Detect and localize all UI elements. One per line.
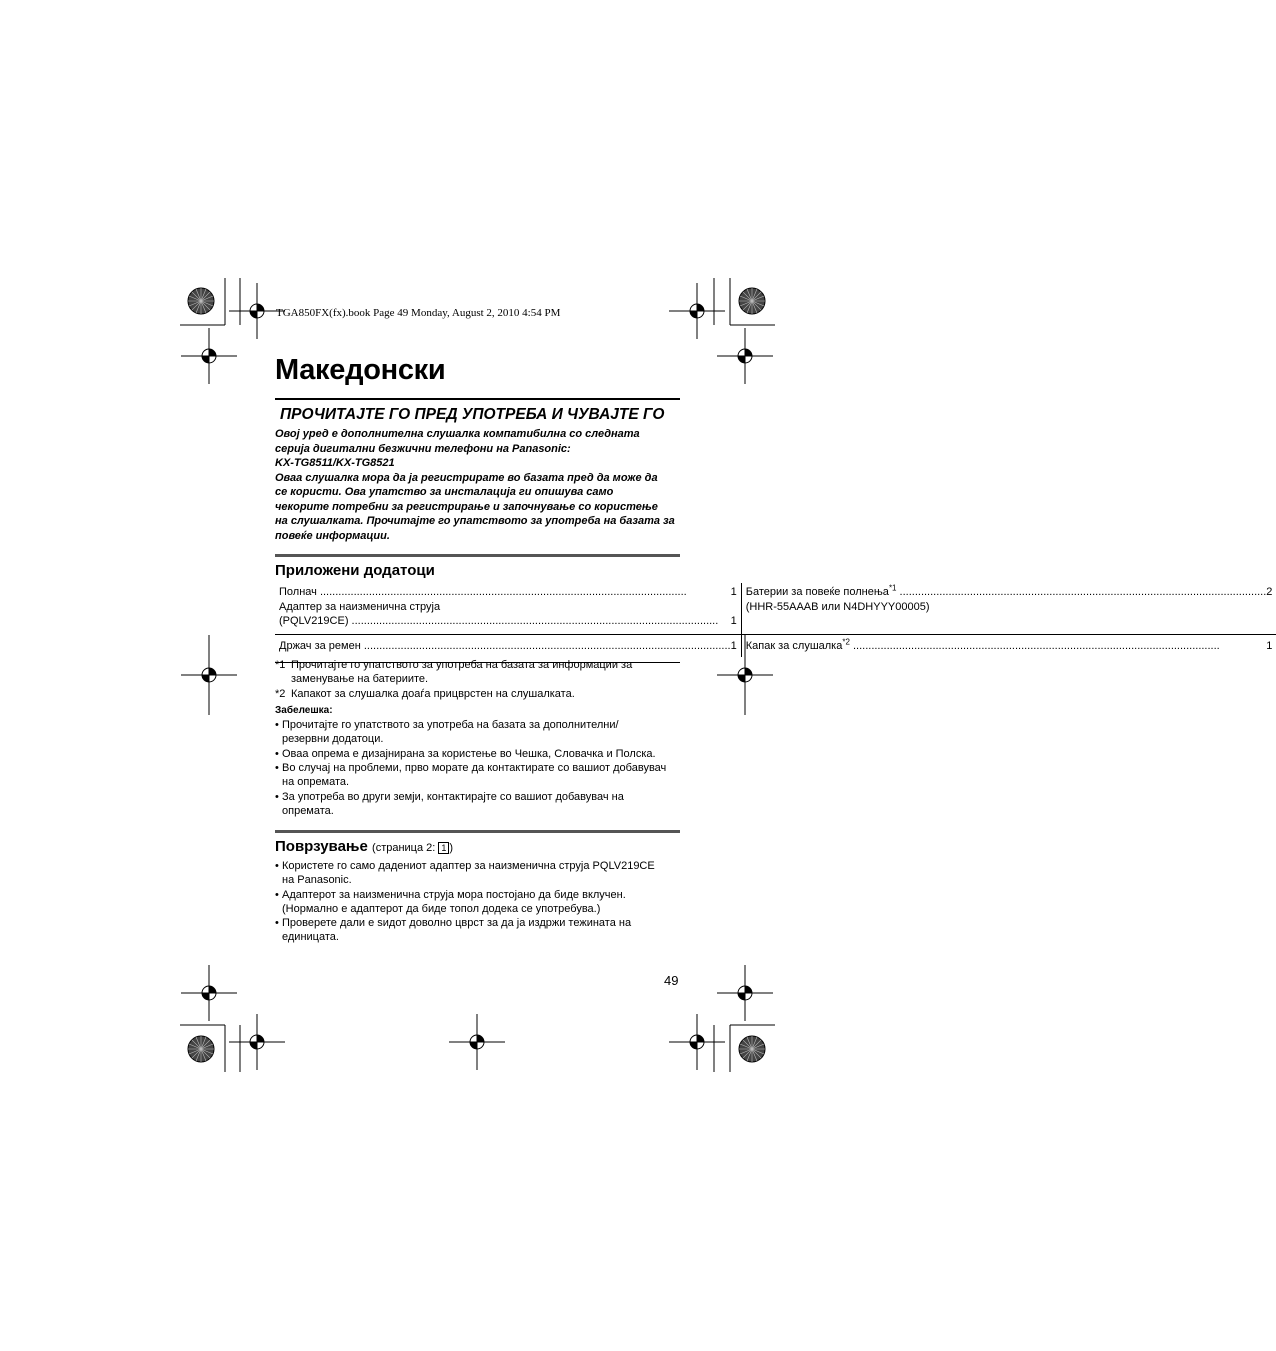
- footnote: [275, 658, 680, 687]
- bullet-text: Адаптерот за наизменична струја мора постојано да биде вклучен.: [282, 888, 626, 901]
- note-bullet: • Оваа опрема е дизајнирана за користење во Чешка, Словачка и Полска.: [275, 747, 656, 760]
- bullet-text: (Нормално е адаптерот да биде топол додека се употребува.): [282, 902, 601, 915]
- accessory-name: Батерии за повеќе полнења: [745, 586, 889, 598]
- accessory-cell: [275, 635, 741, 657]
- accessory-item: [279, 585, 737, 600]
- accessories-heading: Приложени додатоци: [275, 562, 435, 579]
- accessory-item: [279, 639, 737, 654]
- figure-number-box: 1: [438, 842, 449, 854]
- title-underline: [275, 398, 680, 400]
- accessory-item: [746, 585, 1273, 600]
- battery-model: (HHR-55AAAB или N4DHYYY00005): [745, 600, 930, 613]
- note-text: Оваа опрема е дизајнирана за користење во Чешка, Словачка и Полска.: [282, 747, 656, 760]
- accessory-name: Држач за ремен .....: [279, 639, 731, 654]
- connection-bullet: • Проверете дали е ѕидот доволно цврст за да ја издржи тежината на единицата.: [275, 917, 632, 944]
- accessory-notes: [275, 658, 680, 818]
- model-numbers: KX-TG8511/KX-TG8521: [275, 457, 395, 469]
- page-title: Македонски: [275, 354, 446, 386]
- footnote-ref: *2: [842, 637, 850, 647]
- footnote-mark: *2: [275, 687, 286, 700]
- accessory-cell: [741, 583, 1276, 635]
- note-bullet: • Прочитајте го упатството за употреба на базата за дополнителни/ резервни додатоци.: [275, 719, 619, 746]
- connection-title: Поврзување: [275, 838, 368, 855]
- connection-bullets: [275, 859, 680, 945]
- bullet-text: Користете го само дадениот адаптер за наизменична струја PQLV219CE: [282, 860, 655, 872]
- page-ref: ): [449, 842, 454, 854]
- table-top-border: [275, 634, 680, 635]
- page-number: 49: [664, 973, 679, 988]
- intro-text: [275, 427, 680, 543]
- section-divider: [275, 830, 680, 833]
- intro-heading: ПРОЧИТАЈТЕ ГО ПРЕД УПОТРЕБА И ЧУВАЈТЕ ГО: [280, 406, 665, 423]
- intro-line: се користи. Ова упатство за инсталација ги опишува само: [275, 486, 614, 498]
- intro-line: на слушалката. Прочитајте го упатството за употреба на базата за: [275, 515, 675, 527]
- bullet-text: на Panasonic.: [282, 874, 352, 887]
- note-text: Во случај на проблеми, прво морате да контактирате со вашиот добавувач: [282, 762, 667, 775]
- note-bullet: • За употреба во други земји, контактирајте со вашиот добавувач на опремата.: [275, 790, 624, 817]
- intro-line: Оваа слушалка мора да ја регистрирате во базата пред да може да: [275, 471, 658, 484]
- accessory-qty: 1: [730, 640, 737, 652]
- footnote: [275, 687, 680, 701]
- note-text: на опремата.: [282, 776, 350, 789]
- accessory-qty: 1: [1266, 640, 1273, 652]
- accessory-cell: [741, 635, 1276, 657]
- accessory-name: (PQLV219CE) .....: [279, 614, 731, 629]
- footnote-ref: *1: [888, 583, 897, 593]
- page-ref: (страница 2:: [372, 842, 439, 854]
- footnote-text: Прочитајте го упатството за употреба на базата за информации за: [291, 659, 633, 671]
- bullet-text: Проверете дали е ѕидот доволно цврст за да ја издржи тежината на: [282, 917, 632, 930]
- accessory-item: [746, 639, 1273, 654]
- intro-line: серија дигитални безжични телефони на Panasonic:: [275, 442, 571, 455]
- note-text: опремата.: [282, 804, 334, 817]
- connection-bullet: • Користете го само дадениот адаптер за наизменична струја PQLV219CE на Panasonic.: [275, 860, 655, 887]
- note-text: Прочитајте го упатството за употреба на базата за дополнителни/: [282, 719, 619, 732]
- accessory-name: Адаптер за наизменична струја: [279, 600, 441, 613]
- intro-line: Овој уред е дополнителна слушалка компатибилна со следната: [275, 428, 640, 440]
- intro-line: чекорите потребни за регистрирање и започнување со користење: [275, 500, 658, 513]
- footnote-text: заменување на батериите.: [291, 673, 429, 686]
- intro-line: повеќе информации.: [275, 529, 390, 542]
- accessory-name: Капак за слушалка: [745, 640, 843, 652]
- note-text: резервни додатоци.: [282, 733, 384, 746]
- note-label: Забелешка:: [275, 704, 333, 716]
- accessory-qty: 2: [1266, 586, 1273, 598]
- accessory-name: Полнач .....: [279, 585, 731, 600]
- book-header-line: TGA850FX(fx).book Page 49 Monday, August 2, 2010 4:54 PM: [276, 307, 561, 319]
- accessory-qty: 1: [730, 615, 737, 627]
- footnote-mark: *1: [275, 659, 286, 671]
- connection-bullet: • Адаптерот за наизменична струја мора постојано да биде вклучен. (Нормално е адаптерот да биде топол додека се употребува.): [275, 888, 626, 915]
- connection-heading: [275, 838, 453, 855]
- section-divider: [275, 554, 680, 557]
- accessory-cell: [275, 583, 741, 635]
- bullet-text: единицата.: [282, 931, 339, 944]
- accessory-qty: 1: [730, 586, 737, 598]
- note-bullet: • Во случај на проблеми, прво морате да контактирате со вашиот добавувач на опремата.: [275, 762, 667, 789]
- accessories-table: [275, 583, 1276, 657]
- accessory-item: [279, 614, 737, 629]
- note-text: За употреба во други земји, контактирајте со вашиот добавувач на: [282, 790, 624, 803]
- footnote-text: Капакот за слушалка доаѓа прицврстен на слушалката.: [291, 687, 575, 700]
